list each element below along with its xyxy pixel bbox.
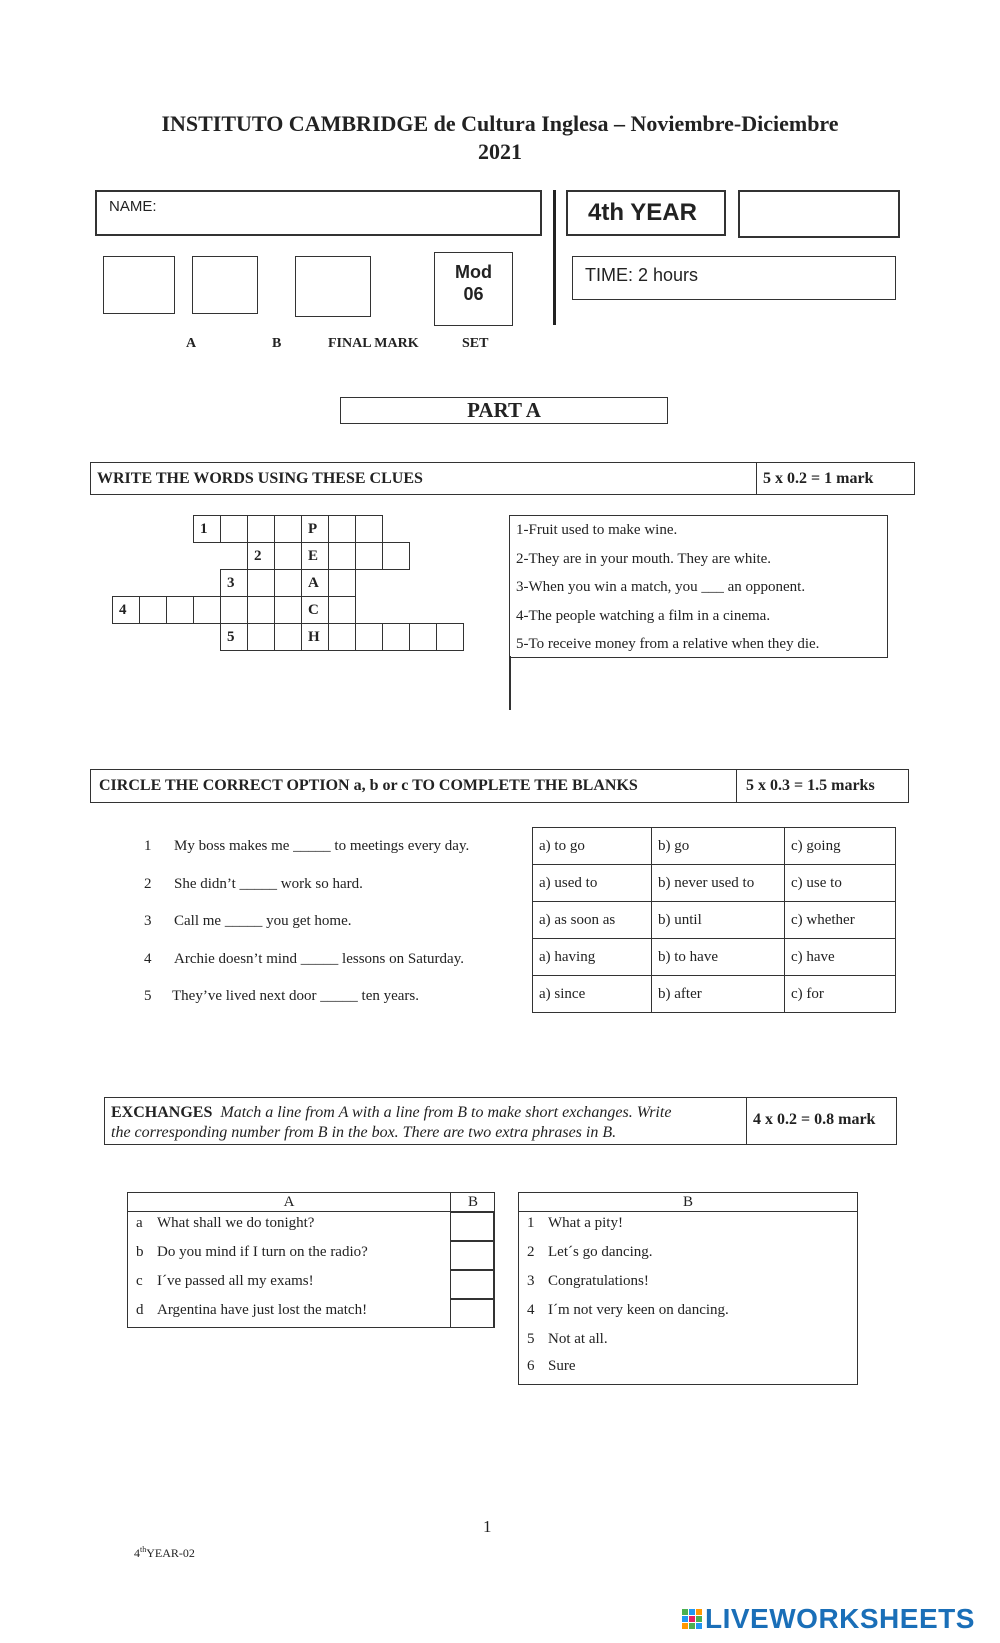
options-table [532, 827, 896, 1013]
crossword-cell[interactable] [329, 570, 356, 597]
clue-1: 1-Fruit used to make wine. [516, 522, 678, 538]
crossword-cell[interactable] [221, 516, 248, 543]
exchange-b-item: 4 I´m not very keen on dancing. [527, 1302, 729, 1318]
crossword-cell[interactable] [275, 624, 302, 651]
liveworksheets-logo-icon [682, 1609, 702, 1629]
question-text: My boss makes me _____ to meetings every day. [174, 838, 470, 854]
options-marks-cell [736, 770, 909, 802]
question-text: Call me _____ you get home. [174, 913, 352, 929]
crossword-cell[interactable] [356, 543, 383, 570]
crossword-cell[interactable] [248, 624, 275, 651]
page-number: 1 [483, 1517, 492, 1536]
crossword-key-cell: A [302, 570, 329, 597]
vertical-divider [553, 190, 556, 325]
question-4: 4 Archie doesn’t mind _____ lessons on Saturday. [144, 950, 464, 967]
option-c[interactable]: c) whether [785, 902, 896, 939]
answer-box[interactable] [450, 1241, 494, 1270]
crossword-key-cell: P [302, 516, 329, 543]
exchange-b-item: 5 Not at all. [527, 1331, 608, 1347]
answer-box[interactable] [450, 1212, 494, 1241]
crossword-row-4 [113, 597, 464, 624]
crossword-key-cell: H [302, 624, 329, 651]
exchange-b-item: 1 What a pity! [527, 1215, 623, 1231]
question-text: She didn’t _____ work so hard. [174, 875, 363, 892]
clue-5: 5-To receive money from a relative when they die. [516, 636, 820, 652]
crossword-cell[interactable] [356, 516, 383, 543]
options-instruction: CIRCLE THE CORRECT OPTION a, b or c TO COMPLETE THE BLANKS [99, 777, 638, 794]
crossword-cell[interactable] [194, 597, 221, 624]
crossword-instruction: WRITE THE WORDS USING THESE CLUES [97, 470, 423, 487]
clue-2: 2-They are in your mouth. They are white. [516, 550, 772, 567]
mod-number: 06 [463, 284, 484, 304]
question-1: 1 My boss makes me _____ to meetings every day. [144, 838, 470, 854]
option-a[interactable]: a) having [533, 939, 652, 976]
exchanges-instruction-bar [104, 1097, 897, 1145]
title-line-1: INSTITUTO CAMBRIDGE de Cultura Inglesa – Noviembre-Diciembre [161, 111, 839, 136]
options-instruction-bar [90, 769, 909, 803]
part-title: PART A [467, 398, 541, 422]
answer-box[interactable] [450, 1299, 494, 1328]
mark-box-a[interactable] [103, 256, 175, 314]
option-b[interactable]: b) never used to [652, 865, 785, 902]
question-text: Archie doesn’t mind _____ lessons on Saturday. [174, 950, 464, 967]
crossword-grid [112, 515, 464, 651]
box-label-b: B [272, 336, 282, 351]
question-5: 5 They’ve lived next door _____ ten years. [144, 988, 420, 1004]
crossword-cell[interactable] [329, 624, 356, 651]
year-label: 4th YEAR [588, 199, 697, 226]
clues-divider-line [509, 656, 511, 710]
crossword-cell[interactable] [275, 543, 302, 570]
crossword-cell[interactable] [275, 516, 302, 543]
questions-list [144, 828, 524, 1016]
time-box [572, 256, 896, 300]
col-b-header: B [450, 1193, 495, 1212]
exchange-a-item: c I´ve passed all my exams! [136, 1273, 314, 1289]
crossword-cell[interactable] [356, 624, 383, 651]
question-3: 3 Call me _____ you get home. [144, 913, 352, 929]
option-b[interactable]: b) to have [652, 939, 785, 976]
option-c[interactable]: c) have [785, 939, 896, 976]
crossword-cell[interactable] [329, 543, 356, 570]
option-c[interactable]: c) for [785, 976, 896, 1013]
crossword-cell[interactable] [140, 597, 167, 624]
crossword-row-2 [113, 543, 464, 570]
crossword-cell[interactable] [329, 516, 356, 543]
crossword-row-3 [113, 570, 464, 597]
mod-label: Mod [455, 262, 492, 282]
exchanges-marks: 4 x 0.2 = 0.8 mark [753, 1111, 876, 1128]
col-b-list-header: B [519, 1193, 857, 1212]
crossword-cell[interactable] [275, 570, 302, 597]
answer-box[interactable] [450, 1270, 494, 1299]
crossword-row-1 [113, 516, 464, 543]
option-a[interactable]: a) as soon as [533, 902, 652, 939]
options-row-3 [533, 902, 896, 939]
crossword-cell[interactable] [248, 597, 275, 624]
box-label-final: FINAL MARK [328, 336, 419, 351]
clues-box [509, 515, 888, 658]
liveworksheets-logo[interactable] [682, 1603, 975, 1635]
exchange-b-item: 2 Let´s go dancing. [527, 1244, 653, 1260]
crossword-row-5 [113, 624, 464, 651]
name-field[interactable] [95, 190, 542, 236]
liveworksheets-wordmark: LIVEWORKSHEETS [705, 1603, 975, 1634]
exchanges-marks-cell [746, 1098, 897, 1144]
options-row-5 [533, 976, 896, 1013]
crossword-number-cell: 3 [221, 570, 248, 597]
document-code: 4thYEAR-02 [134, 1545, 195, 1560]
crossword-number-cell: 4 [113, 597, 140, 624]
crossword-instruction-bar [90, 462, 915, 495]
crossword-number-cell: 5 [221, 624, 248, 651]
document-title [0, 110, 1000, 166]
mark-box-b[interactable] [192, 256, 258, 314]
exchanges-table-b [518, 1192, 858, 1385]
crossword-cell[interactable] [410, 624, 437, 651]
crossword-cell[interactable] [383, 543, 410, 570]
options-row-4 [533, 939, 896, 976]
clue-4: 4-The people watching a film in a cinema. [516, 607, 771, 624]
crossword-key-cell: C [302, 597, 329, 624]
title-line-2: 2021 [478, 139, 522, 164]
name-label: NAME: [109, 198, 157, 215]
option-a[interactable]: a) since [533, 976, 652, 1013]
option-a[interactable]: a) used to [533, 865, 652, 902]
crossword-cell[interactable] [275, 597, 302, 624]
crossword-cell[interactable] [437, 624, 464, 651]
option-b[interactable]: b) go [652, 828, 785, 865]
options-row-1 [533, 828, 896, 865]
crossword-key-cell: E [302, 543, 329, 570]
crossword-cell[interactable] [248, 570, 275, 597]
box-label-set: SET [462, 336, 489, 351]
crossword-cell[interactable] [167, 597, 194, 624]
time-label: TIME: 2 hours [585, 265, 699, 285]
crossword-marks: 5 x 0.2 = 1 mark [763, 470, 874, 487]
exchange-a-item: a What shall we do tonight? [136, 1215, 315, 1231]
crossword-cell[interactable] [248, 516, 275, 543]
question-2: 2 She didn’t _____ work so hard. [144, 875, 363, 892]
question-text: They’ve lived next door _____ ten years. [172, 988, 420, 1004]
exchange-b-item: 3 Congratulations! [527, 1273, 649, 1289]
exchanges-instruction-line-1: Match a line from A with a line from B to make short exchanges. Write [220, 1104, 672, 1121]
box-label-a: A [186, 336, 197, 351]
exchange-a-item: d Argentina have just lost the match! [136, 1302, 368, 1318]
exchanges-heading: EXCHANGES [111, 1104, 213, 1121]
exchanges-table-a [127, 1192, 495, 1328]
col-a-header: A [128, 1193, 450, 1212]
option-c[interactable]: c) going [785, 828, 896, 865]
crossword-cell[interactable] [329, 597, 356, 624]
exchange-a-item: b Do you mind if I turn on the radio? [136, 1244, 368, 1260]
option-a[interactable]: a) to go [533, 828, 652, 865]
clue-3: 3-When you win a match, you ___ an opponent. [516, 579, 806, 595]
crossword-marks-cell [756, 463, 915, 494]
part-a-heading [340, 397, 668, 424]
crossword-cell[interactable] [383, 624, 410, 651]
options-row-2 [533, 865, 896, 902]
year-score-box[interactable] [738, 190, 900, 238]
mark-box-final[interactable] [295, 256, 371, 317]
set-box [434, 252, 513, 326]
crossword-cell[interactable] [221, 597, 248, 624]
crossword-number-cell: 1 [194, 516, 221, 543]
options-marks: 5 x 0.3 = 1.5 marks [746, 777, 875, 794]
option-c[interactable]: c) use to [785, 865, 896, 902]
option-b[interactable]: b) until [652, 902, 785, 939]
exchange-b-item: 6 Sure [527, 1358, 576, 1374]
exchanges-instruction [111, 1103, 731, 1143]
year-box [566, 190, 726, 236]
crossword-number-cell: 2 [248, 543, 275, 570]
option-b[interactable]: b) after [652, 976, 785, 1013]
exchanges-instruction-line-2: the corresponding number from B in the box. There are two extra phrases in B. [111, 1124, 617, 1141]
